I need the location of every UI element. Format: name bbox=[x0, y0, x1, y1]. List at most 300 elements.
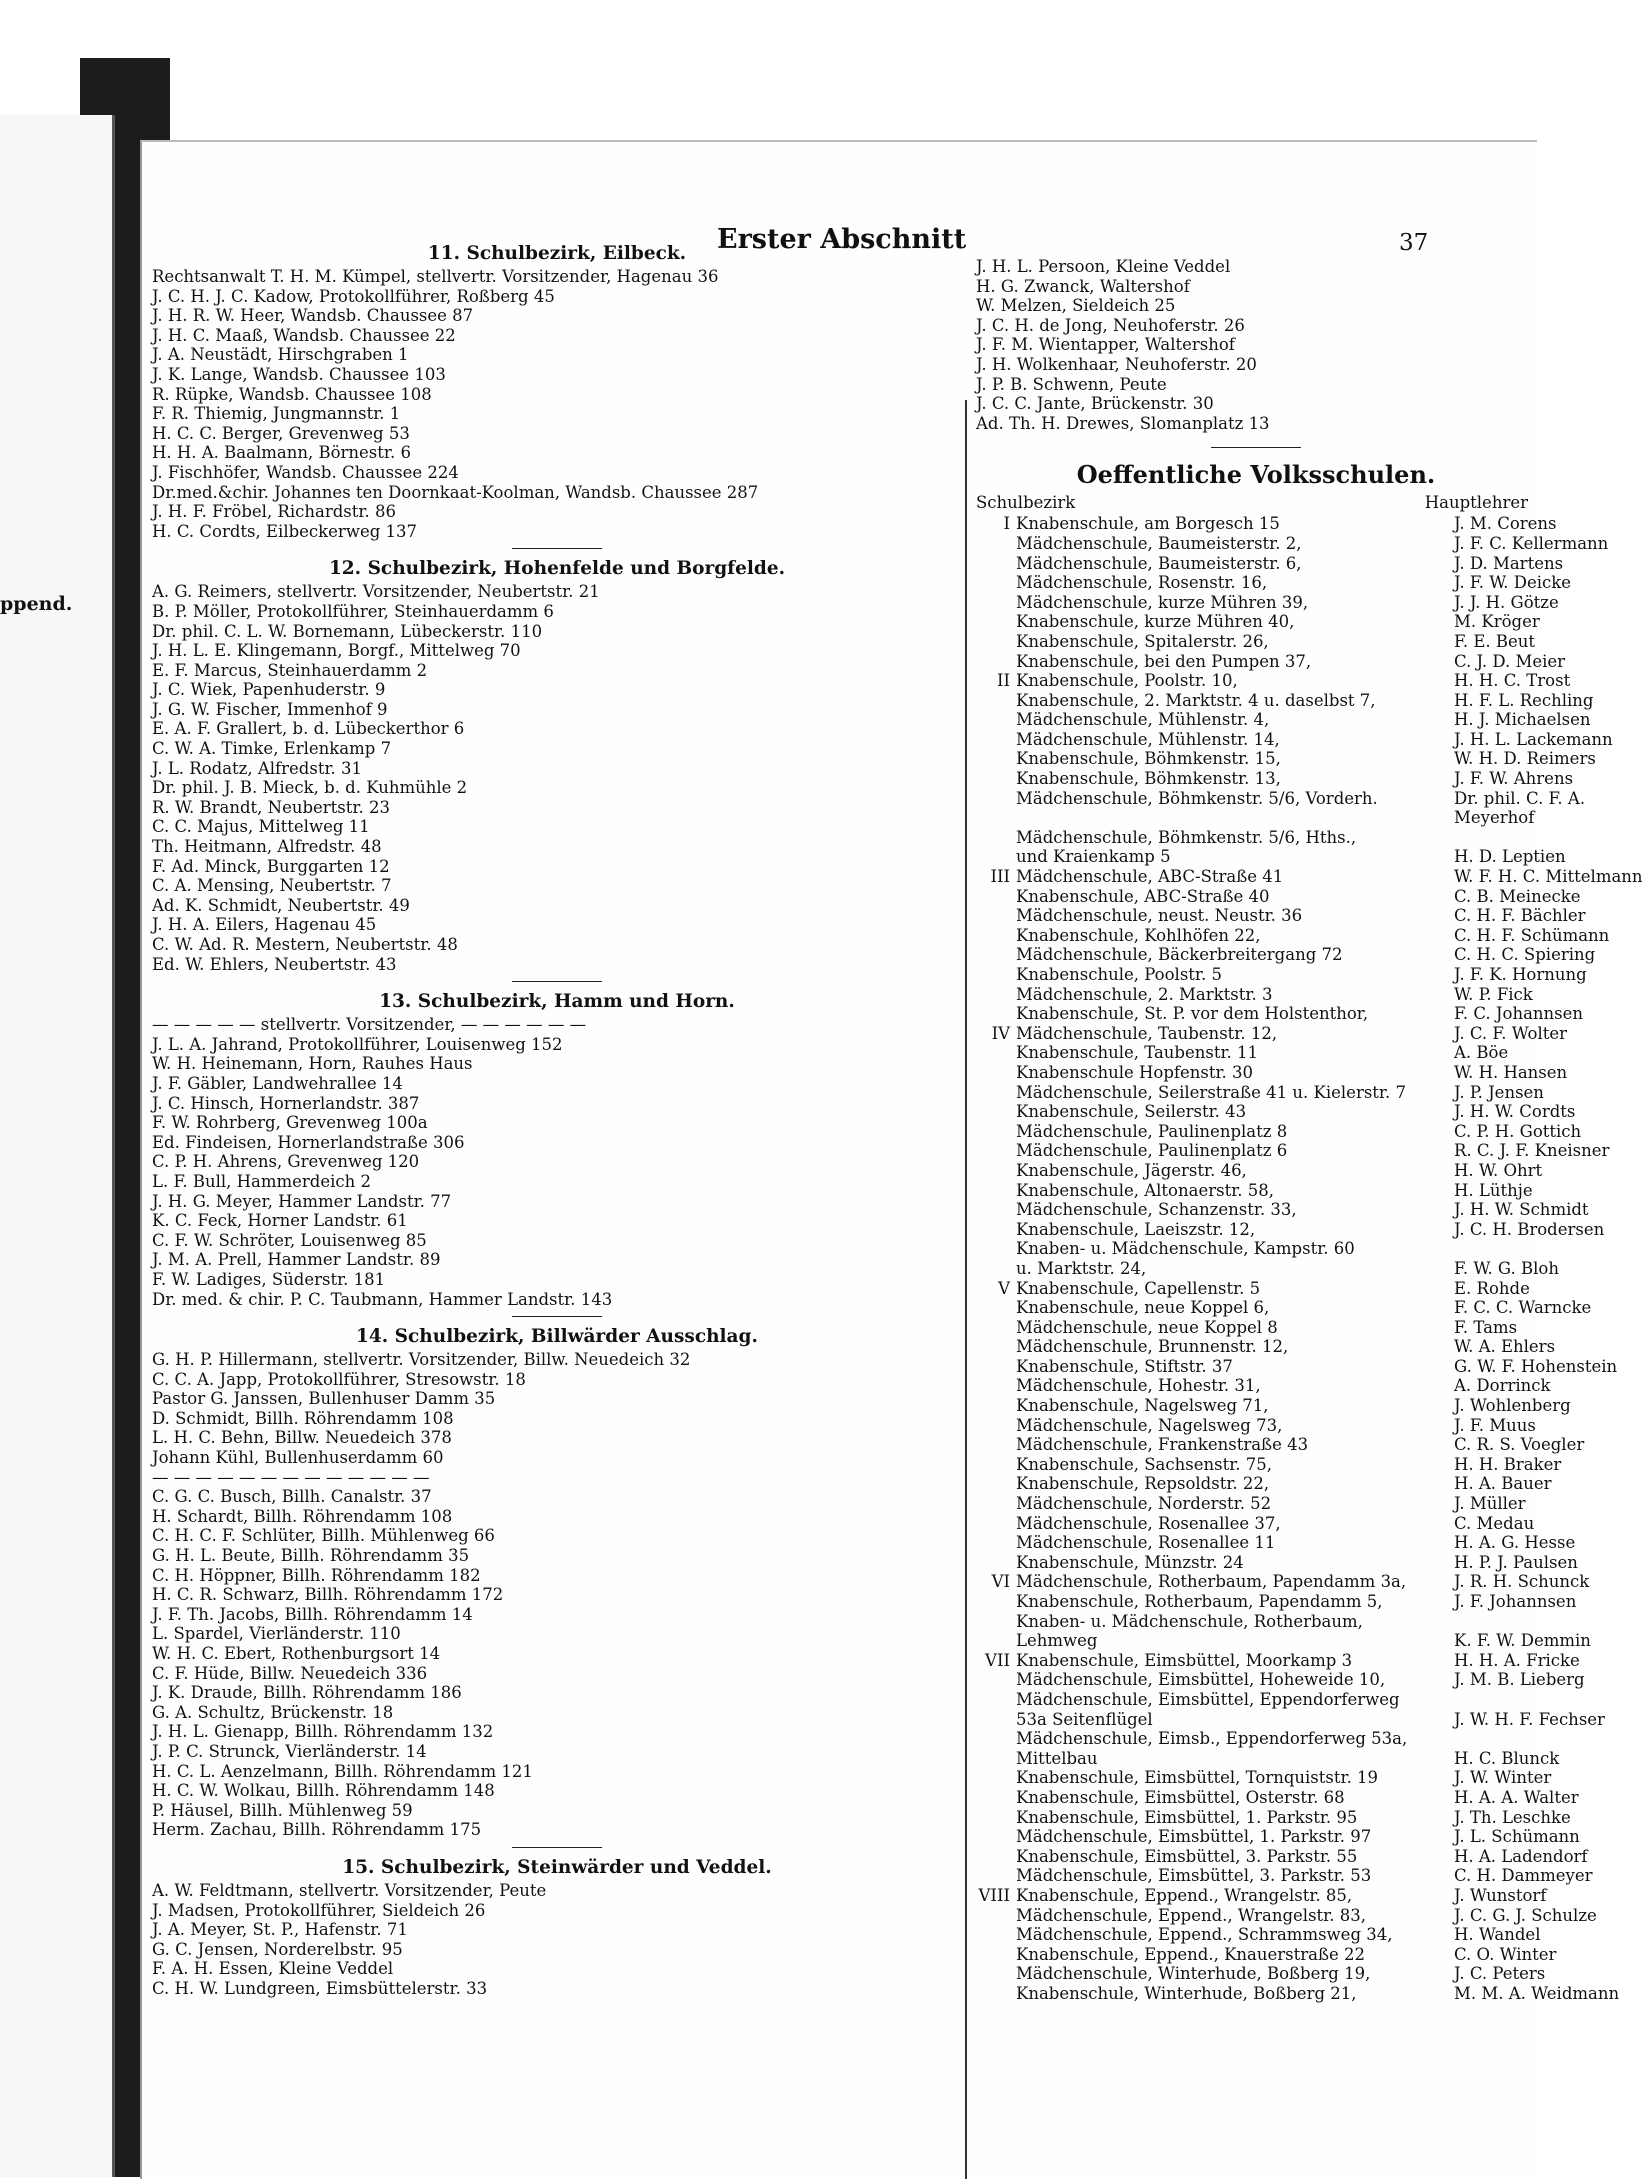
school-row bbox=[976, 612, 1540, 632]
district-number: VI bbox=[991, 1572, 1010, 1592]
entry-line: J. M. A. Prell, Hammer Landstr. 89 bbox=[152, 1250, 441, 1270]
head-teacher: C. B. Meinecke bbox=[1454, 886, 1581, 906]
section-title: 14. Schulbezirk, Billwärder Ausschlag. bbox=[356, 1326, 758, 1348]
school-row bbox=[976, 1964, 1546, 1984]
district-number bbox=[976, 1906, 1016, 1926]
head-teacher bbox=[1454, 1690, 1536, 1710]
school-name: Knabenschule, Eimsbüttel, Osterstr. 68 bbox=[1016, 1787, 1345, 1807]
school-row bbox=[976, 1376, 1551, 1396]
entry-line: H. G. Zwanck, Waltershof bbox=[976, 276, 1190, 296]
school-name: und Kraienkamp 5 bbox=[1016, 847, 1171, 867]
school-name: Knabenschule, St. P. vor dem Holstenthor, bbox=[1016, 1004, 1369, 1024]
entry-line: C. P. H. Ahrens, Grevenweg 120 bbox=[152, 1152, 420, 1172]
school-name: Knabenschule, Rotherbaum, Papendamm 5, bbox=[1016, 1592, 1383, 1611]
entry-line: A. G. Reimers, stellvertr. Vorsitzender, Neubertstr. 21 bbox=[152, 582, 600, 602]
head-teacher: H. H. C. Trost bbox=[1454, 671, 1571, 691]
school-name: Knaben- u. Mädchenschule, Rotherbaum, bbox=[1016, 1611, 1363, 1631]
school-name: Knabenschule, Böhmkenstr. 15, bbox=[1016, 749, 1281, 769]
school-name: Knabenschule, neue Koppel 6, bbox=[1016, 1298, 1270, 1318]
district-number bbox=[976, 906, 1016, 926]
head-teacher: J. P. Jensen bbox=[1454, 1082, 1544, 1102]
school-row bbox=[976, 1043, 1536, 1063]
head-teacher: Dr. phil. C. F. A. bbox=[1454, 788, 1586, 808]
entry-line: H. C. R. Schwarz, Billh. Röhrendamm 172 bbox=[152, 1585, 504, 1605]
school-row bbox=[976, 788, 1586, 809]
head-teacher: C. P. H. Gottich bbox=[1454, 1121, 1582, 1141]
entry-line: J. H. F. Fröbel, Richardstr. 86 bbox=[152, 502, 396, 522]
district-number: IV bbox=[991, 1023, 1010, 1043]
school-row bbox=[976, 1298, 1592, 1318]
entry-line: C. F. Hüde, Billw. Neuedeich 336 bbox=[152, 1663, 428, 1683]
head-teacher: J. C. G. J. Schulze bbox=[1454, 1905, 1597, 1925]
previous-page-edge bbox=[0, 115, 115, 2177]
district-number bbox=[976, 1749, 1016, 1769]
head-teacher: J. M. B. Lieberg bbox=[1454, 1670, 1585, 1690]
school-name: Knabenschule, bei den Pumpen 37, bbox=[1016, 651, 1312, 671]
school-row bbox=[976, 925, 1610, 946]
school-row bbox=[976, 1337, 1556, 1357]
entry-line: F. W. Ladiges, Süderstr. 181 bbox=[152, 1269, 386, 1289]
head-teacher: C. O. Winter bbox=[1454, 1944, 1557, 1964]
entry-line: F. R. Thiemig, Jungmannstr. 1 bbox=[152, 404, 401, 424]
district-number bbox=[976, 1357, 1016, 1377]
head-teacher: H. W. Ohrt bbox=[1454, 1160, 1543, 1180]
school-name: Mädchenschule, Eimsbüttel, Hoheweide 10, bbox=[1016, 1670, 1386, 1690]
school-name: Knabenschule, Eppend., Wrangelstr. 85, bbox=[1016, 1885, 1353, 1905]
entry-line: J. H. Wolkenhaar, Neuhoferstr. 20 bbox=[976, 354, 1257, 374]
school-row bbox=[976, 1494, 1536, 1514]
entry-line: J. F. Gäbler, Landwehrallee 14 bbox=[152, 1073, 403, 1093]
district-number bbox=[976, 985, 1016, 1005]
school-row bbox=[976, 1572, 1590, 1592]
school-name: Mädchenschule, Mühlenstr. 14, bbox=[1016, 729, 1280, 749]
head-teacher: J. H. L. Lackemann bbox=[1454, 729, 1613, 749]
district-number bbox=[976, 1455, 1016, 1475]
school-name: Knabenschule, Nagelsweg 71, bbox=[1016, 1396, 1269, 1416]
school-name: Knabenschule, 2. Marktstr. 4 u. daselbst 7, bbox=[1016, 690, 1376, 710]
school-name: Mittelbau bbox=[1016, 1748, 1098, 1768]
district-number bbox=[976, 926, 1016, 946]
head-teacher: J. R. H. Schunck bbox=[1454, 1572, 1590, 1592]
entry-line: H. C. W. Wolkau, Billh. Röhrendamm 148 bbox=[152, 1781, 495, 1801]
entry-line: Dr.med.&chir. Johannes ten Doornkaat-Koolman, Wandsb. Chaussee 287 bbox=[152, 482, 759, 502]
entry-line: W. Melzen, Sieldeich 25 bbox=[976, 296, 1176, 316]
head-teacher bbox=[1454, 1612, 1536, 1632]
school-row bbox=[976, 906, 1586, 926]
school-row bbox=[976, 1748, 1560, 1769]
school-row bbox=[976, 671, 1571, 691]
head-teacher: J. L. Schümann bbox=[1454, 1827, 1580, 1847]
school-name: Mädchenschule, Rosenallee 37, bbox=[1016, 1513, 1281, 1533]
school-row bbox=[976, 1846, 1588, 1867]
head-teacher: J. F. K. Hornung bbox=[1454, 965, 1587, 984]
school-row bbox=[976, 1023, 1568, 1044]
head-teacher: J. Müller bbox=[1454, 1494, 1526, 1514]
school-row bbox=[976, 1690, 1536, 1710]
head-teacher: F. E. Beut bbox=[1454, 631, 1536, 651]
district-number bbox=[976, 1298, 1016, 1318]
head-teacher: J. Th. Leschke bbox=[1454, 1807, 1571, 1827]
entry-line: Dr. phil. C. L. W. Bornemann, Lübeckerstr. 110 bbox=[152, 621, 543, 641]
head-teacher: J. W. H. F. Fechser bbox=[1454, 1709, 1605, 1729]
school-row bbox=[976, 1356, 1618, 1377]
school-row bbox=[976, 1533, 1576, 1553]
entry-line: J. H. C. Maaß, Wandsb. Chaussee 22 bbox=[152, 325, 456, 345]
right-column bbox=[976, 257, 1643, 2003]
head-teacher: W. H. Hansen bbox=[1454, 1062, 1568, 1082]
head-teacher: Meyerhof bbox=[1454, 808, 1535, 828]
school-row bbox=[976, 1631, 1591, 1651]
entry-line: B. P. Möller, Protokollführer, Steinhauerdamm 6 bbox=[152, 601, 554, 621]
school-row bbox=[976, 1258, 1559, 1279]
district-number bbox=[976, 1220, 1016, 1240]
school-name: Mädchenschule, neust. Neustr. 36 bbox=[1016, 906, 1303, 926]
school-row bbox=[976, 1592, 1577, 1612]
district-number bbox=[976, 1690, 1016, 1710]
school-row bbox=[976, 1396, 1571, 1416]
head-teacher: A. Dorrinck bbox=[1454, 1376, 1551, 1396]
head-teacher: C. H. F. Schümann bbox=[1454, 925, 1610, 945]
school-row bbox=[976, 886, 1581, 907]
school-row bbox=[976, 1219, 1605, 1240]
school-row bbox=[976, 1983, 1620, 2004]
school-name: Mädchenschule, Winterhude, Boßberg 19, bbox=[1016, 1964, 1371, 1984]
entry-line: J. G. W. Fischer, Immenhof 9 bbox=[152, 699, 388, 719]
entry-line: J. Fischhöfer, Wandsb. Chaussee 224 bbox=[152, 462, 459, 482]
school-row bbox=[976, 1885, 1547, 1906]
entry-line: Dr. phil. J. B. Mieck, b. d. Kuhmühle 2 bbox=[152, 778, 468, 798]
head-teacher: H. P. J. Paulsen bbox=[1454, 1552, 1578, 1572]
school-name: Knabenschule, Seilerstr. 43 bbox=[1016, 1102, 1247, 1122]
head-teacher: E. Rohde bbox=[1454, 1278, 1530, 1298]
school-name: Mädchenschule, Eppend., Schrammsweg 34, bbox=[1016, 1925, 1393, 1945]
school-row bbox=[976, 867, 1643, 887]
head-teacher: J. C. Peters bbox=[1454, 1964, 1546, 1984]
entry-line: F. W. Rohrberg, Grevenweg 100a bbox=[152, 1113, 428, 1133]
district-number bbox=[976, 1514, 1016, 1534]
school-name: Mädchenschule, Eimsbüttel, 3. Parkstr. 53 bbox=[1016, 1866, 1372, 1886]
school-name: Mädchenschule, neue Koppel 8 bbox=[1016, 1317, 1278, 1337]
entry-line: C. H. W. Lundgreen, Eimsbüttelerstr. 33 bbox=[152, 1978, 488, 1998]
school-name: Mädchenschule, Rosenstr. 16, bbox=[1016, 573, 1268, 593]
head-teacher: F. W. G. Bloh bbox=[1454, 1258, 1559, 1278]
entry-line: D. Schmidt, Billh. Röhrendamm 108 bbox=[152, 1408, 454, 1428]
school-row bbox=[976, 514, 1557, 534]
entry-line: C. W. Ad. R. Mestern, Neubertstr. 48 bbox=[152, 935, 458, 954]
school-name: Knabenschule, Altonaerstr. 58, bbox=[1016, 1180, 1275, 1200]
entry-line: G. H. L. Beute, Billh. Röhrendamm 35 bbox=[152, 1546, 470, 1566]
school-name: Knabenschule, Winterhude, Boßberg 21, bbox=[1016, 1983, 1357, 2003]
entry-line: J. L. Rodatz, Alfredstr. 31 bbox=[152, 758, 363, 778]
district-number: I bbox=[1003, 514, 1010, 534]
school-name: Knabenschule, Poolstr. 5 bbox=[1016, 965, 1222, 984]
head-teacher: M. Kröger bbox=[1454, 612, 1540, 632]
school-name: Mädchenschule, Brunnenstr. 12, bbox=[1016, 1337, 1289, 1357]
school-row bbox=[976, 553, 1564, 574]
district-number bbox=[976, 1102, 1016, 1122]
school-name: Mädchenschule, Norderstr. 52 bbox=[1016, 1494, 1272, 1514]
entry-line: E. F. Marcus, Steinhauerdamm 2 bbox=[152, 660, 428, 680]
school-name: Knabenschule, Eimsbüttel, Tornquiststr. 19 bbox=[1016, 1768, 1379, 1788]
school-row bbox=[976, 965, 1587, 985]
district-number bbox=[976, 1161, 1016, 1181]
district-number bbox=[976, 769, 1016, 789]
entry-line: A. W. Feldtmann, stellvertr. Vorsitzender, Peute bbox=[152, 1880, 547, 1900]
district-number bbox=[976, 1141, 1016, 1161]
district-number bbox=[976, 1239, 1016, 1259]
school-row bbox=[976, 1318, 1536, 1338]
district-number bbox=[976, 1631, 1016, 1651]
district-number bbox=[976, 1847, 1016, 1867]
section-rule bbox=[512, 548, 602, 549]
district-number bbox=[976, 1435, 1016, 1455]
entry-line: — — — — — stellvertr. Vorsitzender, — — — — — — bbox=[152, 1015, 587, 1035]
school-row bbox=[976, 632, 1536, 652]
entry-line: C. H. C. F. Schlüter, Billh. Mühlenweg 66 bbox=[152, 1526, 495, 1546]
district-number bbox=[976, 1866, 1016, 1886]
school-row bbox=[976, 1670, 1585, 1690]
school-name: Knabenschule, Poolstr. 10, bbox=[1016, 671, 1238, 691]
entry-line: L. Spardel, Vierländerstr. 110 bbox=[152, 1624, 401, 1644]
district-number bbox=[976, 808, 1016, 828]
district-number bbox=[976, 1788, 1016, 1808]
volksschulen-table bbox=[976, 514, 1643, 2003]
school-name: Mädchenschule, Schanzenstr. 33, bbox=[1016, 1200, 1297, 1220]
school-name: Knabenschule, Eimsbüttel, Moorkamp 3 bbox=[1016, 1650, 1353, 1670]
section-rule bbox=[1211, 447, 1301, 448]
head-teacher: J. F. Muus bbox=[1454, 1415, 1536, 1435]
head-teacher: H. D. Leptien bbox=[1454, 847, 1566, 867]
school-name: Mädchenschule, Paulinenplatz 6 bbox=[1016, 1141, 1288, 1161]
entry-line: C. A. Mensing, Neubertstr. 7 bbox=[152, 876, 392, 896]
school-name: Knabenschule, Spitalerstr. 26, bbox=[1016, 631, 1269, 651]
school-name: Knabenschule, Repsoldstr. 22, bbox=[1016, 1474, 1270, 1494]
school-name: Mädchenschule, 2. Marktstr. 3 bbox=[1016, 984, 1273, 1004]
head-teacher: A. Böe bbox=[1454, 1043, 1509, 1063]
district-number: II bbox=[996, 671, 1010, 691]
district-number bbox=[976, 1004, 1016, 1024]
school-row bbox=[976, 1827, 1580, 1847]
head-teacher: H. A. Bauer bbox=[1454, 1474, 1552, 1494]
entry-line: J. K. Draude, Billh. Röhrendamm 186 bbox=[152, 1683, 462, 1703]
head-teacher: F. C. Johannsen bbox=[1454, 1004, 1584, 1024]
entry-line: Th. Heitmann, Alfredstr. 48 bbox=[152, 837, 382, 857]
column-label-hauptlehrer: Hauptlehrer bbox=[1424, 493, 1528, 513]
school-name: Knabenschule, Münzstr. 24 bbox=[1016, 1552, 1244, 1572]
district-number bbox=[976, 1808, 1016, 1828]
school-name: Lehmweg bbox=[1016, 1631, 1098, 1651]
entry-line: C. C. A. Japp, Protokollführer, Stresowstr. 18 bbox=[152, 1369, 526, 1389]
school-row bbox=[976, 1435, 1585, 1455]
district-number bbox=[976, 1337, 1016, 1357]
entry-line: G. A. Schultz, Brückenstr. 18 bbox=[152, 1702, 394, 1722]
school-row bbox=[976, 1944, 1557, 1965]
entry-line: W. H. Heinemann, Horn, Rauhes Haus bbox=[152, 1054, 473, 1074]
school-row bbox=[976, 1141, 1610, 1161]
document-page bbox=[140, 140, 1643, 2179]
head-teacher: H. A. G. Hesse bbox=[1454, 1533, 1576, 1553]
entry-line: L. H. C. Behn, Billw. Neuedeich 378 bbox=[152, 1428, 452, 1448]
head-teacher: J. C. F. Wolter bbox=[1454, 1023, 1568, 1043]
head-teacher: J. W. Winter bbox=[1454, 1768, 1552, 1788]
head-teacher: J. C. H. Brodersen bbox=[1454, 1219, 1605, 1239]
section-title: 15. Schulbezirk, Steinwärder und Veddel. bbox=[342, 1856, 772, 1878]
school-row bbox=[976, 1004, 1584, 1024]
volksschulen-subheader bbox=[976, 492, 1536, 514]
head-teacher: J. Wohlenberg bbox=[1454, 1396, 1571, 1416]
school-row bbox=[976, 1181, 1536, 1201]
head-teacher: H. H. A. Fricke bbox=[1454, 1650, 1580, 1670]
school-row bbox=[976, 1200, 1589, 1220]
entry-line: K. C. Feck, Horner Landstr. 61 bbox=[152, 1211, 408, 1231]
entry-line: Ed. W. Ehlers, Neubertstr. 43 bbox=[152, 954, 397, 974]
district-number bbox=[976, 1670, 1016, 1690]
head-teacher: W. H. D. Reimers bbox=[1454, 749, 1596, 769]
school-name: Mädchenschule, Böhmkenstr. 5/6, Hths., bbox=[1016, 827, 1357, 847]
school-row bbox=[976, 1787, 1579, 1808]
entry-line: C. C. Majus, Mittelweg 11 bbox=[152, 817, 370, 837]
section-title: 12. Schulbezirk, Hohenfelde und Borgfelde. bbox=[328, 558, 786, 580]
school-row bbox=[976, 1925, 1541, 1945]
entry-line: J. H. R. W. Heer, Wandsb. Chaussee 87 bbox=[152, 306, 474, 326]
entry-line: C. H. Höppner, Billh. Röhrendamm 182 bbox=[152, 1565, 481, 1585]
head-teacher: C. R. S. Voegler bbox=[1454, 1435, 1585, 1455]
section-rule bbox=[512, 1847, 602, 1848]
school-name: Knabenschule, Taubenstr. 11 bbox=[1016, 1043, 1259, 1063]
head-teacher: H. Lüthje bbox=[1454, 1180, 1533, 1200]
head-teacher: F. Tams bbox=[1454, 1317, 1518, 1337]
school-row bbox=[976, 651, 1566, 672]
school-name: Mädchenschule, Hohestr. 31, bbox=[1016, 1376, 1261, 1396]
entry-line: C. F. W. Schröter, Louisenweg 85 bbox=[152, 1230, 427, 1250]
district-number: VIII bbox=[978, 1885, 1010, 1905]
entry-line: J. F. M. Wientapper, Waltershof bbox=[976, 335, 1235, 355]
head-teacher: M. M. A. Weidmann bbox=[1454, 1983, 1620, 2003]
school-row bbox=[976, 847, 1566, 867]
school-row bbox=[976, 690, 1594, 711]
head-teacher: H. C. Blunck bbox=[1454, 1748, 1560, 1768]
district-number bbox=[976, 573, 1016, 593]
head-teacher bbox=[1454, 1729, 1536, 1749]
entry-line: J. C. H. de Jong, Neuhoferstr. 26 bbox=[976, 315, 1245, 335]
head-teacher: C. J. D. Meier bbox=[1454, 651, 1566, 671]
school-row bbox=[976, 1454, 1562, 1475]
entry-line: F. Ad. Minck, Burggarten 12 bbox=[152, 856, 390, 876]
school-row bbox=[976, 1807, 1571, 1828]
section-rule bbox=[512, 981, 602, 982]
district-number bbox=[976, 1925, 1016, 1945]
school-name: Knabenschule, Eimsbüttel, 3. Parkstr. 55 bbox=[1016, 1846, 1358, 1866]
section-title: 11. Schulbezirk, Eilbeck. bbox=[427, 243, 687, 264]
entry-line: J. C. H. J. C. Kadow, Protokollführer, Roßberg 45 bbox=[152, 286, 555, 306]
entry-line: J. P. B. Schwenn, Peute bbox=[976, 374, 1167, 394]
district-number bbox=[976, 1710, 1016, 1730]
entry-line: J. Madsen, Protokollführer, Sieldeich 26 bbox=[152, 1900, 486, 1920]
section-rule bbox=[512, 1316, 602, 1317]
entry-line: J. P. C. Strunck, Vierländerstr. 14 bbox=[152, 1741, 427, 1761]
entry-line: W. H. C. Ebert, Rothenburgsort 14 bbox=[152, 1644, 441, 1663]
school-name: Knabenschule, am Borgesch 15 bbox=[1016, 514, 1280, 534]
school-row bbox=[976, 1082, 1544, 1103]
head-teacher: H. A. Ladendorf bbox=[1454, 1846, 1588, 1866]
school-name: Knabenschule, Jägerstr. 46, bbox=[1016, 1160, 1247, 1180]
entry-line: J. H. G. Meyer, Hammer Landstr. 77 bbox=[152, 1191, 452, 1211]
district-number bbox=[976, 691, 1016, 711]
entry-line: Ad. Th. H. Drewes, Slomanplatz 13 bbox=[976, 413, 1270, 433]
head-teacher bbox=[1454, 828, 1536, 848]
school-row bbox=[976, 945, 1596, 965]
district-number bbox=[976, 652, 1016, 672]
district-number bbox=[976, 887, 1016, 907]
head-teacher: H. Wandel bbox=[1454, 1925, 1541, 1945]
school-name: 53a Seitenflügel bbox=[1016, 1709, 1153, 1729]
district-number bbox=[976, 1768, 1016, 1788]
school-name: u. Marktstr. 24, bbox=[1016, 1258, 1147, 1278]
district-number bbox=[976, 1259, 1016, 1279]
school-row bbox=[976, 808, 1536, 828]
entry-line: G. C. Jensen, Norderelbstr. 95 bbox=[152, 1939, 403, 1959]
district-number bbox=[976, 1200, 1016, 1220]
school-row bbox=[976, 1709, 1605, 1730]
entry-line: R. Rüpke, Wandsb. Chaussee 108 bbox=[152, 384, 432, 404]
district-number bbox=[976, 1181, 1016, 1201]
district-number bbox=[976, 1533, 1016, 1553]
head-teacher: K. F. W. Demmin bbox=[1454, 1631, 1591, 1651]
district-number bbox=[976, 593, 1016, 613]
page-header: Erster Abschnitt bbox=[717, 224, 967, 255]
school-name: Mädchenschule, kurze Mühren 39, bbox=[1016, 592, 1309, 612]
district-number bbox=[976, 847, 1016, 867]
school-name: Mädchenschule, Eimsbüttel, Eppendorferweg bbox=[1016, 1689, 1400, 1709]
district-number bbox=[976, 965, 1016, 985]
school-name: Mädchenschule, Paulinenplatz 8 bbox=[1016, 1121, 1288, 1141]
section-title: 13. Schulbezirk, Hamm und Horn. bbox=[379, 991, 735, 1013]
school-name: Mädchenschule, Eppend., Wrangelstr. 83, bbox=[1016, 1905, 1366, 1925]
school-name: Mädchenschule, Eimsb., Eppendorferweg 53a, bbox=[1016, 1729, 1408, 1749]
district-number bbox=[976, 710, 1016, 730]
entry-line: H. C. Cordts, Eilbeckerweg 137 bbox=[152, 521, 418, 541]
district-number bbox=[976, 1474, 1016, 1494]
volksschulen-title: Oeffentliche Volksschulen. bbox=[1076, 460, 1436, 490]
entry-line: R. W. Brandt, Neubertstr. 23 bbox=[152, 797, 390, 817]
head-teacher: W. A. Ehlers bbox=[1454, 1337, 1556, 1357]
entry-line: F. A. H. Essen, Kleine Veddel bbox=[152, 1959, 394, 1979]
district-number bbox=[976, 632, 1016, 652]
entry-line: — — — — — — — — — — — — — bbox=[152, 1467, 430, 1487]
head-teacher: H. J. Michaelsen bbox=[1454, 710, 1591, 730]
school-row bbox=[976, 1729, 1536, 1749]
entry-line: Herm. Zachau, Billh. Röhrendamm 175 bbox=[152, 1820, 482, 1840]
school-row bbox=[976, 1121, 1582, 1142]
school-row bbox=[976, 1612, 1536, 1632]
district-number bbox=[976, 828, 1016, 848]
school-name: Knabenschule, ABC-Straße 40 bbox=[1016, 886, 1270, 906]
school-row bbox=[976, 1866, 1593, 1886]
entry-line: C. W. A. Timke, Erlenkamp 7 bbox=[152, 739, 392, 759]
school-row bbox=[976, 1062, 1568, 1083]
entry-line: C. G. C. Busch, Billh. Canalstr. 37 bbox=[152, 1487, 432, 1507]
school-name: Mädchenschule, ABC-Straße 41 bbox=[1016, 867, 1284, 887]
district-number bbox=[976, 1063, 1016, 1083]
entry-line: H. Schardt, Billh. Röhrendamm 108 bbox=[152, 1506, 453, 1526]
entry-line: J. C. C. Jante, Brückenstr. 30 bbox=[976, 394, 1214, 414]
column-divider bbox=[965, 400, 967, 2179]
school-name: Mädchenschule, Frankenstraße 43 bbox=[1016, 1435, 1309, 1455]
school-row bbox=[976, 1416, 1536, 1436]
school-row bbox=[976, 1160, 1543, 1181]
head-teacher: C. H. F. Bächler bbox=[1454, 906, 1586, 926]
head-teacher bbox=[1454, 1239, 1536, 1259]
